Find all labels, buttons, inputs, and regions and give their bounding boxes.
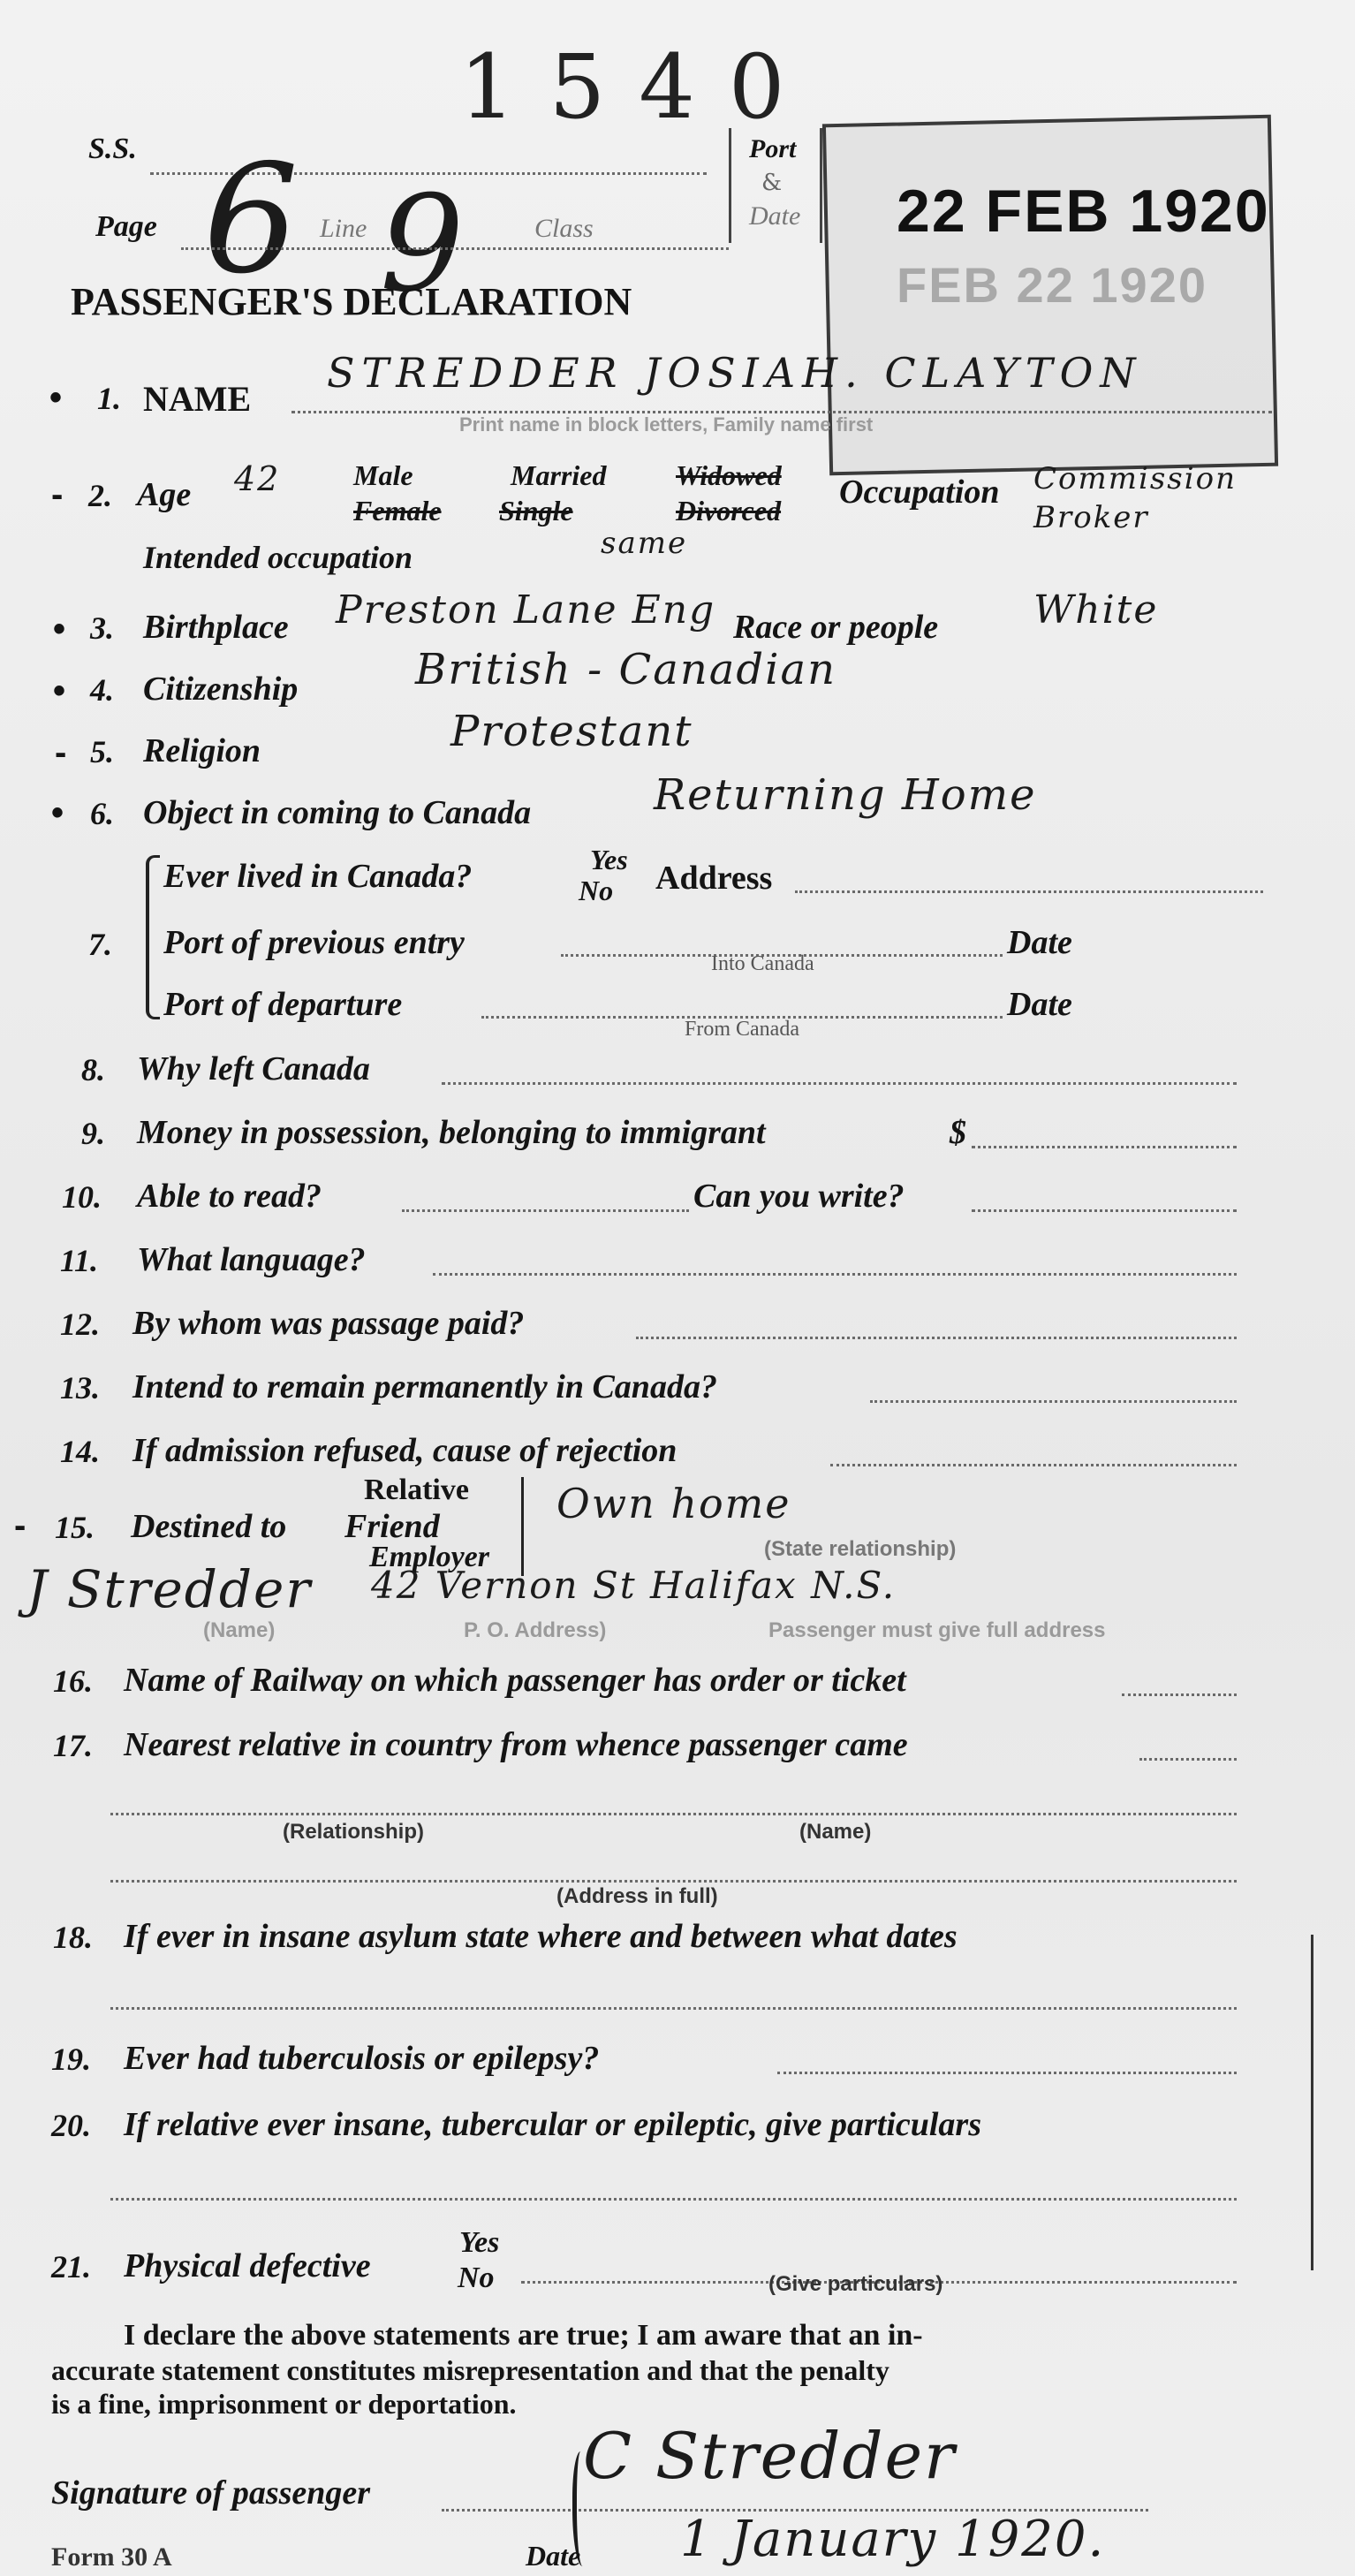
q2-label: Age: [137, 476, 192, 513]
state-relationship-caption: (State relationship): [764, 1537, 957, 1561]
departure-label: Port of departure: [163, 986, 403, 1023]
bullet-marker: •: [53, 671, 66, 710]
q19-line: [777, 2072, 1237, 2074]
q12-line: [636, 1337, 1237, 1339]
page-line: [181, 247, 729, 250]
can-write-label: Can you write?: [693, 1178, 905, 1215]
give-particulars-caption: (Give particulars): [768, 2272, 943, 2296]
marital-option-married: Married: [511, 459, 607, 491]
departure-date-label: Date: [1007, 986, 1072, 1023]
dest-employer-option: Employer: [369, 1541, 489, 1573]
name-caption: Print name in block letters, Family name first: [459, 413, 874, 436]
q18-line: [110, 2007, 1237, 2010]
q3-number: 3.: [90, 610, 114, 646]
declaration-line-1: I declare the above statements are true; I am aware that an in-: [124, 2319, 923, 2352]
bullet-marker: -: [14, 1506, 26, 1545]
defective-yes-option: Yes: [459, 2226, 500, 2259]
q20-line: [110, 2198, 1237, 2201]
q14-line: [830, 1464, 1237, 1466]
form-title: PASSENGER'S DECLARATION: [71, 280, 632, 323]
q15-label: Destined to: [131, 1508, 287, 1545]
dest-name-caption: (Name): [203, 1618, 276, 1642]
q8-label: Why left Canada: [137, 1050, 370, 1087]
q7-brace: [146, 855, 160, 1019]
q20-number: 20.: [51, 2108, 91, 2143]
q18-label: If ever in insane asylum state where and between what dates: [124, 1918, 958, 1955]
into-canada-caption: Into Canada: [711, 952, 814, 975]
q16-label: Name of Railway on which passenger has order or ticket: [124, 1662, 906, 1699]
q15-bracket: [521, 1477, 524, 1576]
passenger-signature: C Stredder: [583, 2419, 957, 2493]
page-label: Page: [95, 210, 157, 243]
line-number: 9: [380, 168, 466, 322]
q5-number: 5.: [90, 734, 114, 769]
race-value: White: [1033, 587, 1159, 633]
intended-occupation-value: same: [601, 526, 688, 561]
q13-number: 13.: [60, 1370, 100, 1405]
q1-label: NAME: [143, 379, 252, 419]
q14-label: If admission refused, cause of rejection: [132, 1432, 678, 1469]
defective-no-option: No: [458, 2262, 495, 2294]
destination-value: Own home: [556, 1480, 791, 1527]
top-number: 1540: [459, 35, 819, 139]
q12-number: 12.: [60, 1307, 100, 1342]
lived-yes-option: Yes: [590, 844, 628, 875]
q19-label: Ever had tuberculosis or epilepsy?: [124, 2040, 600, 2077]
q4-label: Citizenship: [143, 671, 299, 708]
q10-read-line: [402, 1209, 689, 1212]
from-canada-caption: From Canada: [685, 1018, 799, 1041]
q17-number: 17.: [53, 1728, 93, 1763]
destination-name: J Stredder: [26, 1559, 313, 1619]
q3-label: Birthplace: [143, 609, 289, 646]
q11-number: 11.: [60, 1243, 99, 1278]
q8-line: [442, 1082, 1237, 1085]
dest-full-address-caption: Passenger must give full address: [768, 1618, 1106, 1642]
race-label: Race or people: [733, 609, 939, 646]
q11-line: [433, 1273, 1237, 1276]
stamp-date-primary: 22 FEB 1920: [897, 178, 1270, 245]
q2-number: 2.: [88, 478, 112, 513]
q8-number: 8.: [81, 1052, 105, 1087]
prev-entry-date-label: Date: [1007, 924, 1072, 961]
q17-rel-line: [110, 1813, 1237, 1815]
stamp-date-secondary: FEB 22 1920: [897, 257, 1207, 313]
declaration-line-2: accurate statement constitutes misrepresentation and that the penalty: [51, 2354, 889, 2386]
port-label: Port: [749, 134, 797, 163]
declaration-date: 1 January 1920.: [680, 2511, 1106, 2568]
address-label: Address: [655, 860, 773, 897]
bullet-marker: •: [53, 610, 66, 648]
prev-entry-label: Port of previous entry: [163, 924, 465, 961]
class-label: Class: [534, 214, 594, 243]
signature-label: Signature of passenger: [51, 2474, 371, 2512]
marital-option-single: Single: [499, 495, 573, 527]
dest-friend-option: Friend: [344, 1508, 440, 1545]
dest-relative-option: Relative: [364, 1474, 469, 1506]
q17-addr-line: [110, 1880, 1237, 1883]
bullet-marker: •: [51, 793, 64, 832]
marital-option-divorced: Divorced: [676, 495, 782, 527]
q20-label: If relative ever insane, tubercular or epileptic, give particulars: [124, 2106, 982, 2143]
q6-label: Object in coming to Canada: [143, 794, 532, 831]
q10-number: 10.: [62, 1179, 102, 1215]
birthplace-value: Preston Lane Eng: [336, 587, 716, 633]
q4-number: 4.: [90, 672, 114, 708]
object-value: Returning Home: [654, 770, 1037, 820]
q10-label: Able to read?: [137, 1178, 322, 1215]
marital-option-widowed: Widowed: [676, 459, 782, 491]
q1-number: 1.: [97, 381, 121, 416]
destination-address: 42 Vernon St Halifax N.S.: [371, 1564, 897, 1607]
q15-number: 15.: [55, 1510, 95, 1545]
citizenship-value: British - Canadian: [415, 645, 836, 694]
q21-label: Physical defective: [124, 2247, 371, 2284]
intended-occupation-label: Intended occupation: [143, 540, 413, 575]
q16-line: [1122, 1693, 1237, 1696]
bullet-marker: -: [51, 475, 64, 514]
q6-number: 6.: [90, 796, 114, 831]
date-label: Date: [526, 2540, 581, 2572]
date-header-label: Date: [749, 201, 801, 231]
ss-label: S.S.: [88, 133, 137, 165]
q16-number: 16.: [53, 1663, 93, 1699]
q18-number: 18.: [53, 1920, 93, 1955]
right-margin-line: [1311, 1935, 1313, 2270]
q17-label: Nearest relative in country from whence passenger came: [124, 1726, 908, 1763]
q19-number: 19.: [51, 2042, 91, 2077]
lived-in-canada-label: Ever lived in Canada?: [163, 858, 473, 895]
bullet-marker: -: [55, 733, 67, 772]
q13-label: Intend to remain permanently in Canada?: [132, 1368, 717, 1405]
q9-line: [972, 1146, 1237, 1148]
q17-line: [1139, 1758, 1237, 1761]
form-number: Form 30 A: [51, 2542, 172, 2572]
religion-value: Protestant: [450, 707, 693, 756]
age-value: 42: [234, 459, 281, 498]
occupation-value: Commission Broker: [1033, 461, 1237, 535]
sex-option-male: Male: [353, 459, 413, 491]
q9-number: 9.: [81, 1116, 105, 1151]
q10-write-line: [972, 1209, 1237, 1212]
amp-label: &: [761, 170, 783, 196]
sex-option-female: Female: [353, 495, 442, 527]
q9-label: Money in possession, belonging to immigrant: [137, 1114, 766, 1151]
q5-label: Religion: [143, 732, 261, 769]
q14-number: 14.: [60, 1434, 100, 1469]
line-label: Line: [320, 214, 367, 243]
dest-po-caption: P. O. Address): [464, 1618, 607, 1642]
q21-number: 21.: [51, 2249, 91, 2284]
nearest-name-caption: (Name): [799, 1820, 872, 1844]
passenger-name: STREDDER JOSIAH. CLAYTON: [327, 349, 1143, 397]
occupation-label: Occupation: [839, 474, 1000, 511]
q12-label: By whom was passage paid?: [132, 1305, 525, 1342]
declaration-line-3: is a fine, imprisonment or deportation.: [51, 2388, 517, 2420]
address-line: [795, 890, 1263, 893]
relationship-caption: (Relationship): [283, 1820, 424, 1844]
q7-number: 7.: [88, 927, 112, 962]
q11-label: What language?: [137, 1241, 366, 1278]
lived-no-option: No: [579, 875, 614, 906]
bullet-marker: •: [49, 378, 63, 417]
address-full-caption: (Address in full): [556, 1884, 718, 1908]
currency-symbol: $: [950, 1114, 966, 1151]
page-number: 6: [203, 133, 301, 307]
q13-line: [870, 1400, 1237, 1403]
